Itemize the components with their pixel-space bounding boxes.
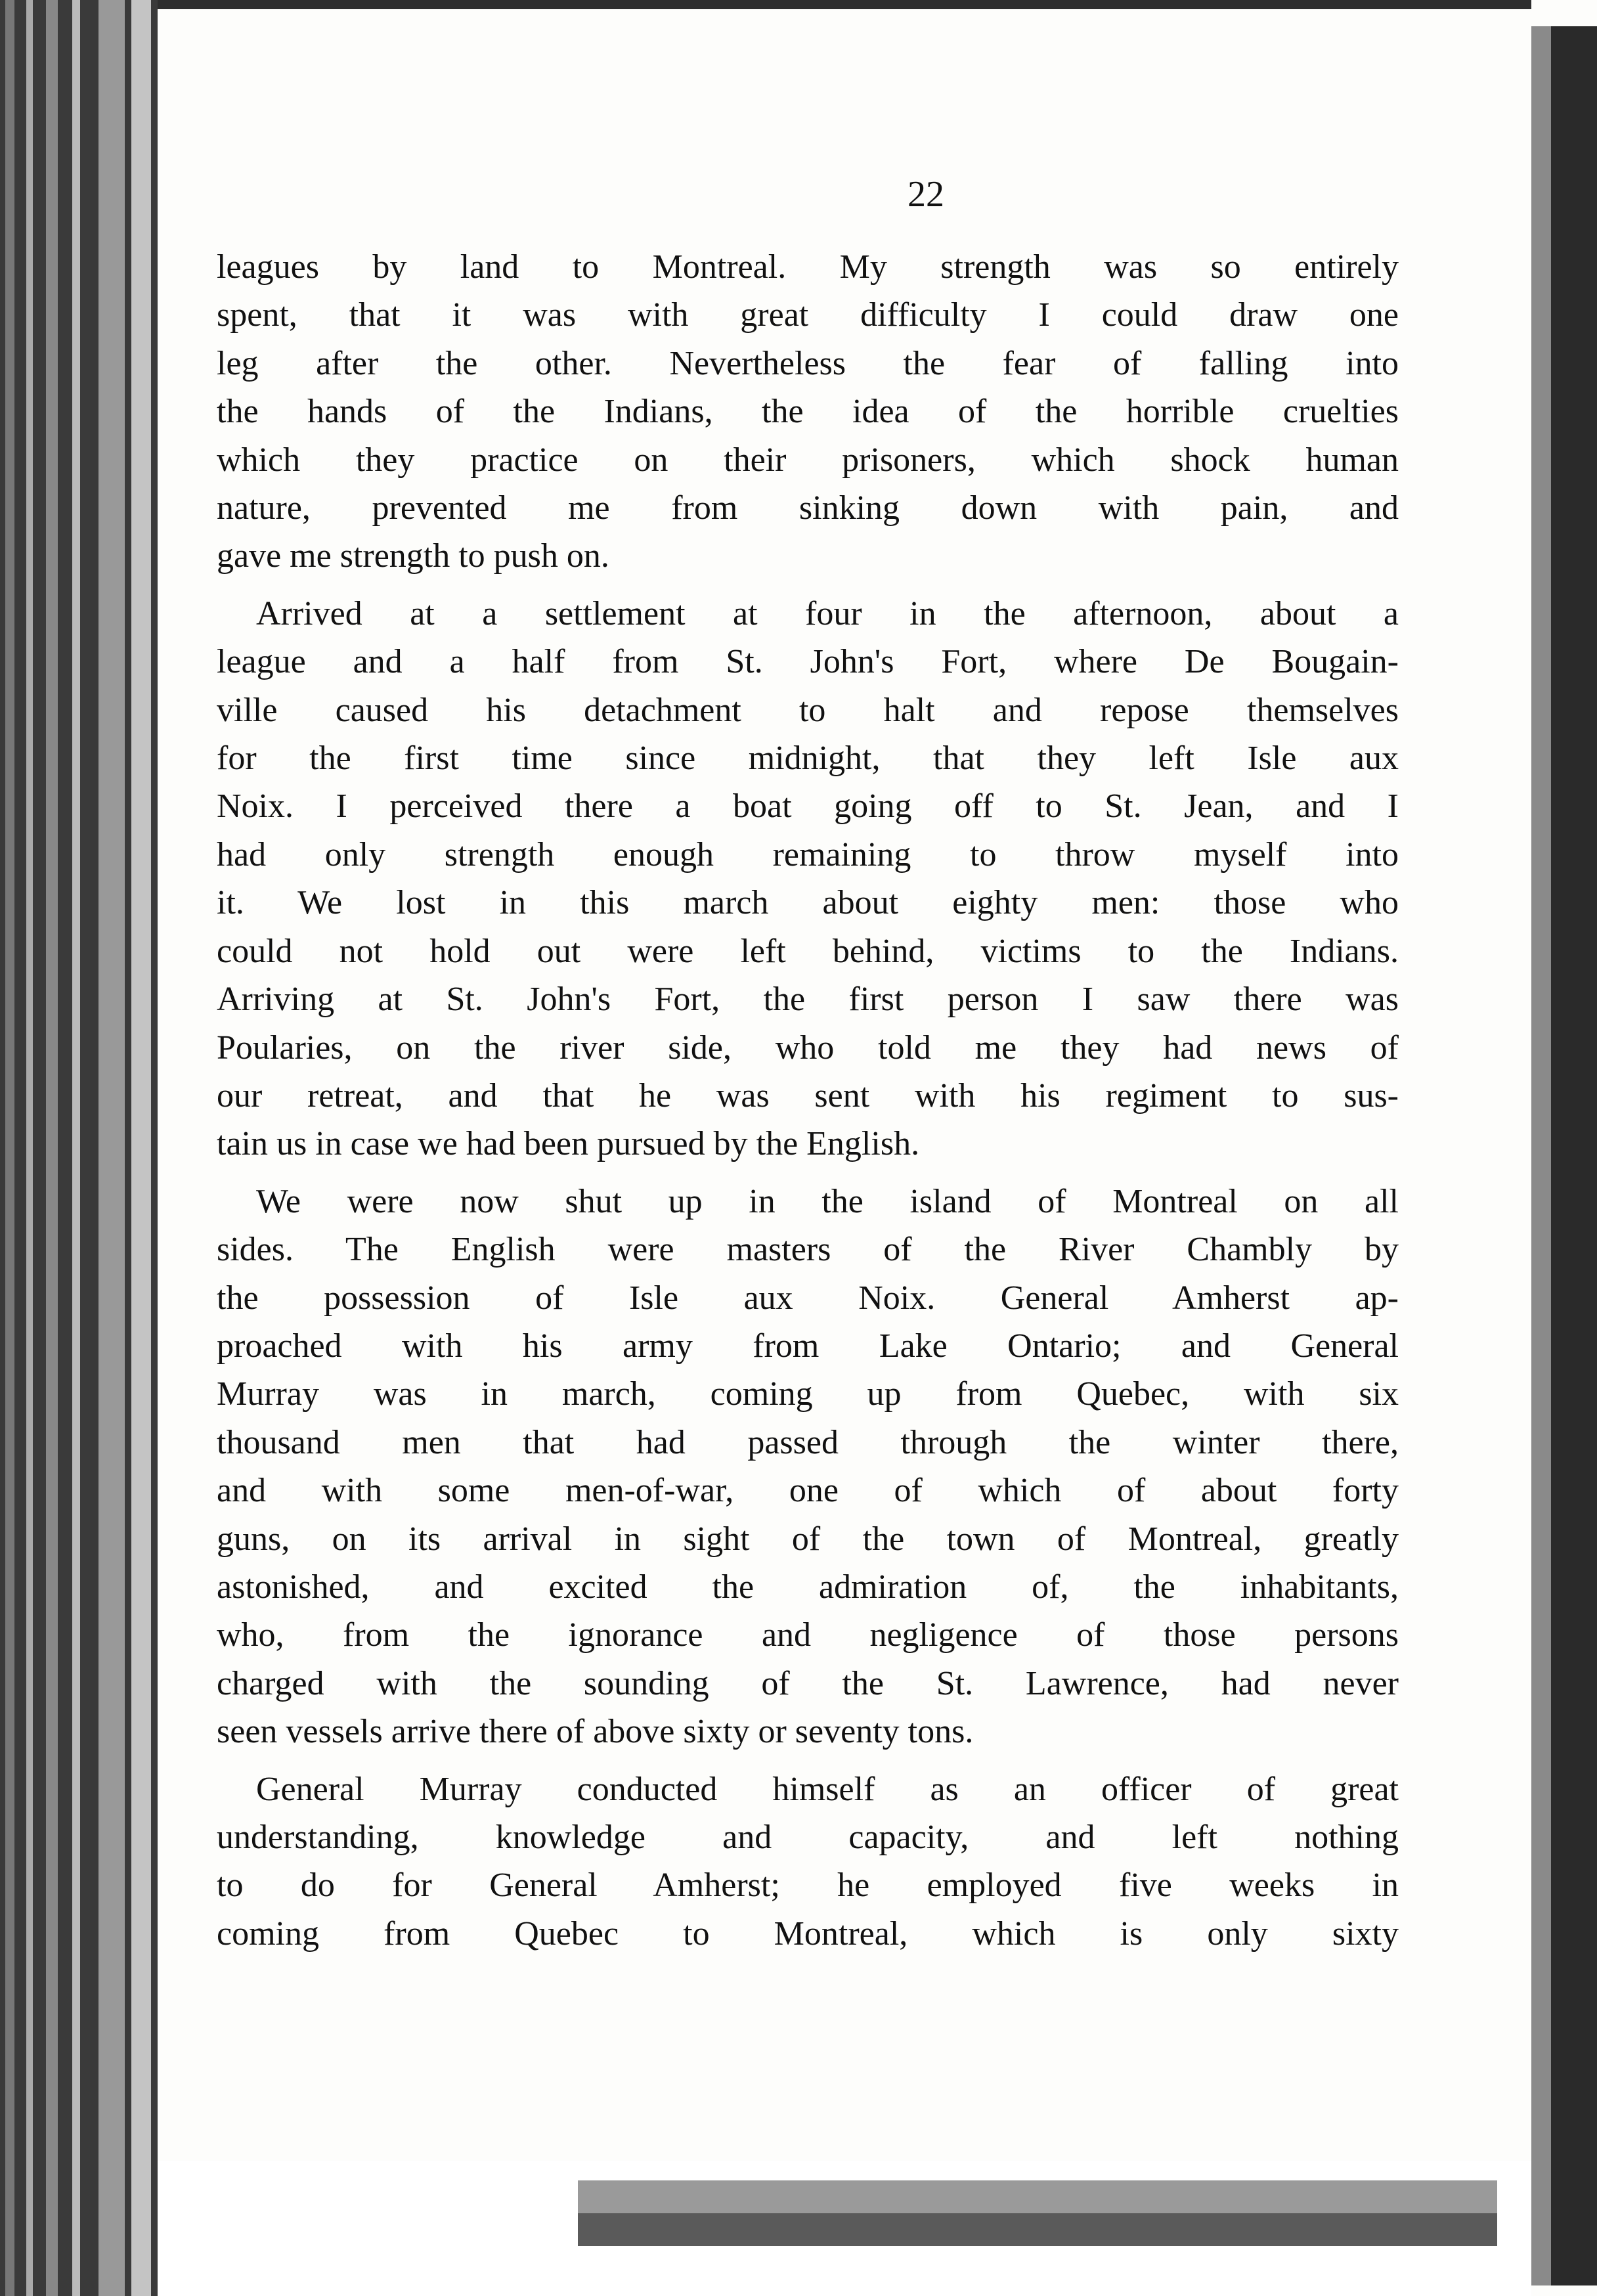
text-line: coming from Quebec to Montreal, which is only sixty — [217, 1914, 1399, 1953]
book-left-edge — [0, 0, 158, 2296]
text-line: nature, prevented me from sinking down with pain, and — [217, 489, 1399, 527]
text-line: which they practice on their prisoners, which shock human — [217, 441, 1399, 479]
book-bottom-edge — [158, 2161, 1531, 2296]
text-line: sides. The English were masters of the River Chambly by — [217, 1231, 1399, 1269]
page-stack-strip — [1531, 26, 1551, 2285]
text-line: guns, on its arrival in sight of the town of Montreal, greatly — [217, 1520, 1399, 1558]
text-line: seen vessels arrive there of above sixty or seventy tons. — [217, 1713, 974, 1751]
page-stack-strip — [98, 0, 125, 2296]
text-line: tain us in case we had been pursued by the English. — [217, 1125, 920, 1163]
text-line: We were now shut up in the island of Montreal on all — [256, 1182, 1399, 1220]
body-text — [217, 243, 1399, 1967]
text-line: league and a half from St. John's Fort, where De Bougain- — [217, 643, 1399, 681]
page-number: 22 — [908, 174, 944, 215]
paragraph-2 — [217, 590, 1399, 1168]
text-line: it. We lost in this march about eighty men: those who — [217, 884, 1399, 922]
text-line: Poularies, on the river side, who told me they had news of — [217, 1028, 1399, 1067]
text-line: leagues by land to Montreal. My strength was so entirely — [217, 248, 1399, 286]
text-line: charged with the sounding of the St. Lawrence, had never — [217, 1664, 1399, 1702]
text-line: to do for General Amherst; he employed five weeks in — [217, 1866, 1399, 1905]
page-stack-strip — [26, 0, 33, 2296]
text-line: and with some men-of-war, one of which of about forty — [217, 1472, 1399, 1510]
page-stack-strip — [5, 0, 14, 2296]
text-line: the hands of the Indians, the idea of the horrible cruelties — [217, 393, 1399, 431]
book-top-edge — [158, 0, 1531, 9]
book-right-edge — [1531, 26, 1597, 2285]
page-stack-strip — [578, 2180, 1497, 2213]
text-line: thousand men that had passed through the winter there, — [217, 1423, 1399, 1461]
text-line: proached with his army from Lake Ontario; and General — [217, 1327, 1399, 1365]
text-line: Arrived at a settlement at four in the afternoon, about a — [256, 594, 1399, 632]
paragraph-4 — [217, 1765, 1399, 1958]
page-stack-strip — [131, 0, 151, 2296]
paragraph-3 — [217, 1178, 1399, 1756]
page-stack-strip — [46, 0, 58, 2296]
text-line: our retreat, and that he was sent with his regiment to sus- — [217, 1076, 1399, 1115]
text-line: gave me strength to push on. — [217, 537, 609, 575]
text-line: General Murray conducted himself as an officer of great — [256, 1770, 1399, 1808]
text-line: who, from the ignorance and negligence of those persons — [217, 1616, 1399, 1654]
text-line: could not hold out were left behind, victims to the Indians. — [217, 932, 1399, 970]
text-line: astonished, and excited the admiration of, the inhabitants, — [217, 1568, 1399, 1606]
page-stack-strip — [578, 2213, 1497, 2246]
text-line: Murray was in march, coming up from Quebec, with six — [217, 1375, 1399, 1413]
text-line: ville caused his detachment to halt and repose themselves — [217, 691, 1399, 729]
text-line: Arriving at St. John's Fort, the first person I saw there was — [217, 981, 1399, 1019]
text-line: the possession of Isle aux Noix. General Amherst ap- — [217, 1279, 1399, 1317]
text-line: leg after the other. Nevertheless the fear of falling into — [217, 344, 1399, 382]
text-line: had only strength enough remaining to throw myself into — [217, 835, 1399, 873]
text-line: Noix. I perceived there a boat going off to St. Jean, and I — [217, 787, 1399, 826]
text-line: spent, that it was with great difficulty I could draw one — [217, 296, 1399, 334]
text-line: for the first time since midnight, that they left Isle aux — [217, 740, 1399, 778]
paragraph-1 — [217, 243, 1399, 581]
page-stack-strip — [72, 0, 80, 2296]
text-line: understanding, knowledge and capacity, and left nothing — [217, 1819, 1399, 1856]
